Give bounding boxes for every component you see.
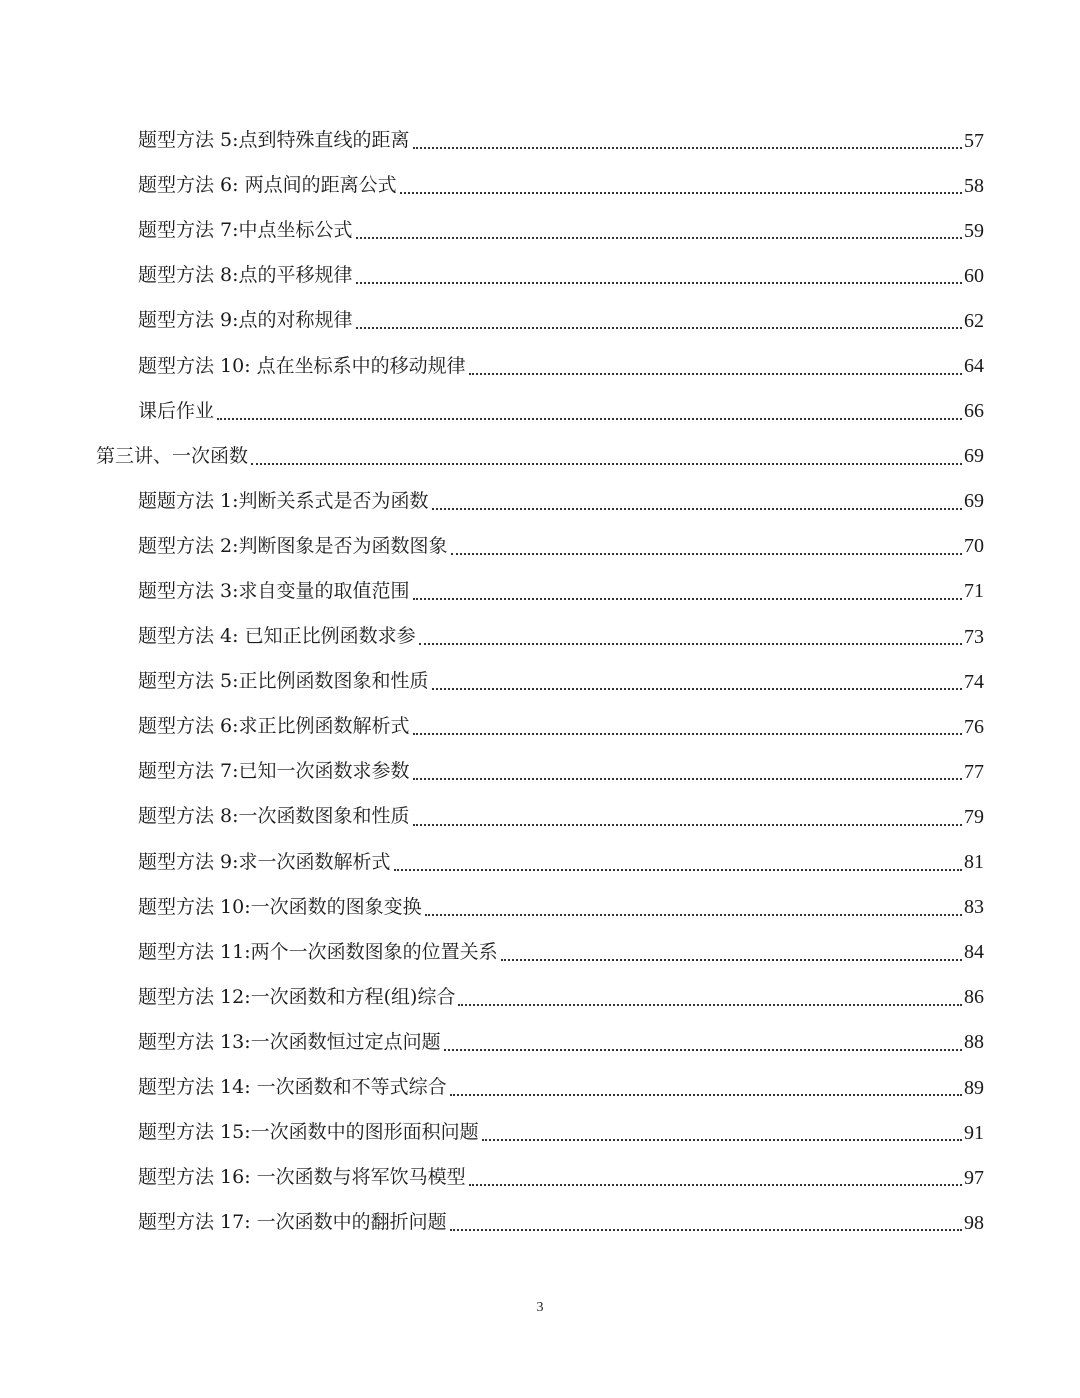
toc-entry-label: 题型方法 6: 两点间的距离公式 bbox=[138, 174, 397, 197]
toc-dot-leader bbox=[458, 1003, 962, 1006]
toc-chapter-entry[interactable] bbox=[0, 434, 1080, 479]
toc-dot-leader bbox=[425, 913, 962, 916]
toc-dot-leader bbox=[251, 462, 962, 465]
toc-entry-page: 76 bbox=[964, 715, 984, 738]
toc-entry-label: 题型方法 13:一次函数恒过定点问题 bbox=[138, 1030, 441, 1053]
toc-dot-leader bbox=[413, 823, 962, 826]
toc-entry-page: 98 bbox=[964, 1211, 984, 1234]
toc-dot-leader bbox=[356, 236, 962, 239]
toc-dot-leader bbox=[432, 507, 962, 510]
toc-dot-leader bbox=[400, 191, 962, 194]
toc-entry-label: 题型方法 9:求一次函数解析式 bbox=[138, 850, 391, 873]
toc-entry-label: 题型方法 14: 一次函数和不等式综合 bbox=[138, 1076, 447, 1099]
toc-entry-label: 题型方法 7:中点坐标公式 bbox=[138, 219, 353, 242]
toc-entry[interactable] bbox=[0, 569, 1080, 614]
toc-entry-page: 77 bbox=[964, 760, 984, 783]
toc-dot-leader bbox=[356, 281, 962, 284]
toc-entry-label: 题型方法 2:判断图象是否为函数图象 bbox=[138, 534, 448, 557]
toc-dot-leader bbox=[432, 687, 962, 690]
toc-entry[interactable] bbox=[0, 614, 1080, 659]
toc-entry[interactable] bbox=[0, 208, 1080, 253]
toc-entry-page: 66 bbox=[964, 400, 984, 423]
toc-dot-leader bbox=[450, 1228, 962, 1231]
toc-entry-label: 第三讲、一次函数 bbox=[96, 444, 249, 467]
toc-entry[interactable] bbox=[0, 749, 1080, 794]
toc-entry[interactable] bbox=[0, 389, 1080, 434]
toc-entry-page: 84 bbox=[964, 941, 984, 964]
toc-entry[interactable] bbox=[0, 1065, 1080, 1110]
toc-dot-leader bbox=[413, 597, 962, 600]
toc-entry[interactable] bbox=[0, 659, 1080, 704]
toc-entry-label: 题型方法 8:一次函数图象和性质 bbox=[138, 805, 410, 828]
toc-entry-label: 题型方法 17: 一次函数中的翻折问题 bbox=[138, 1211, 447, 1234]
toc-dot-leader bbox=[394, 868, 962, 871]
toc-entry[interactable] bbox=[0, 840, 1080, 885]
toc-entry[interactable] bbox=[0, 794, 1080, 839]
toc-entry-page: 62 bbox=[964, 309, 984, 332]
toc-dot-leader bbox=[469, 1183, 962, 1186]
toc-entry[interactable] bbox=[0, 1200, 1080, 1245]
toc-entry[interactable] bbox=[0, 343, 1080, 388]
toc-entry[interactable] bbox=[0, 975, 1080, 1020]
toc-entry-label: 题型方法 5:点到特殊直线的距离 bbox=[138, 129, 410, 152]
table-of-contents bbox=[0, 118, 1080, 1245]
toc-dot-leader bbox=[450, 1093, 962, 1096]
toc-entry-page: 88 bbox=[964, 1031, 984, 1054]
toc-entry-label: 题型方法 15:一次函数中的图形面积问题 bbox=[138, 1121, 479, 1144]
toc-entry-page: 97 bbox=[964, 1166, 984, 1189]
toc-entry-page: 58 bbox=[964, 174, 984, 197]
toc-dot-leader bbox=[413, 777, 962, 780]
toc-entry-label: 课后作业 bbox=[138, 399, 215, 422]
toc-entry-label: 题型方法 10: 点在坐标系中的移动规律 bbox=[138, 354, 466, 377]
toc-entry-page: 71 bbox=[964, 580, 984, 603]
toc-entry-label: 题型方法 5:正比例函数图象和性质 bbox=[138, 670, 429, 693]
toc-entry-page: 79 bbox=[964, 805, 984, 828]
toc-entry-page: 64 bbox=[964, 355, 984, 378]
toc-entry-label: 题型方法 8:点的平移规律 bbox=[138, 264, 353, 287]
toc-entry-page: 59 bbox=[964, 219, 984, 242]
toc-entry-page: 86 bbox=[964, 986, 984, 1009]
toc-entry-label: 题题方法 1:判断关系式是否为函数 bbox=[138, 489, 429, 512]
toc-dot-leader bbox=[413, 146, 962, 149]
toc-entry-page: 83 bbox=[964, 896, 984, 919]
toc-entry[interactable] bbox=[0, 118, 1080, 163]
toc-entry[interactable] bbox=[0, 885, 1080, 930]
toc-entry[interactable] bbox=[0, 704, 1080, 749]
toc-entry-page: 60 bbox=[964, 264, 984, 287]
toc-entry[interactable] bbox=[0, 479, 1080, 524]
toc-entry[interactable] bbox=[0, 298, 1080, 343]
toc-entry-label: 题型方法 9:点的对称规律 bbox=[138, 309, 353, 332]
toc-entry-label: 题型方法 16: 一次函数与将军饮马模型 bbox=[138, 1166, 466, 1189]
toc-dot-leader bbox=[356, 326, 962, 329]
toc-entry-label: 题型方法 3:求自变量的取值范围 bbox=[138, 579, 410, 602]
toc-entry-label: 题型方法 11:两个一次函数图象的位置关系 bbox=[138, 940, 498, 963]
toc-entry[interactable] bbox=[0, 1020, 1080, 1065]
page-number: 3 bbox=[536, 1300, 544, 1315]
toc-dot-leader bbox=[482, 1138, 962, 1141]
toc-entry-page: 89 bbox=[964, 1076, 984, 1099]
toc-dot-leader bbox=[451, 552, 962, 555]
toc-entry-label: 题型方法 12:一次函数和方程(组)综合 bbox=[138, 985, 456, 1008]
toc-dot-leader bbox=[217, 417, 962, 420]
toc-entry-label: 题型方法 7:已知一次函数求参数 bbox=[138, 760, 410, 783]
toc-entry-page: 69 bbox=[964, 445, 984, 468]
toc-entry[interactable] bbox=[0, 1110, 1080, 1155]
toc-entry-label: 题型方法 4: 已知正比例函数求参 bbox=[138, 625, 416, 648]
toc-dot-leader bbox=[419, 642, 962, 645]
toc-entry-page: 69 bbox=[964, 490, 984, 513]
toc-entry-page: 91 bbox=[964, 1121, 984, 1144]
toc-entry[interactable] bbox=[0, 524, 1080, 569]
toc-entry-page: 73 bbox=[964, 625, 984, 648]
toc-entry[interactable] bbox=[0, 1155, 1080, 1200]
toc-entry[interactable] bbox=[0, 253, 1080, 298]
toc-entry-label: 题型方法 10:一次函数的图象变换 bbox=[138, 895, 422, 918]
toc-entry-page: 70 bbox=[964, 535, 984, 558]
toc-dot-leader bbox=[501, 958, 962, 961]
toc-entry-page: 81 bbox=[964, 851, 984, 874]
toc-entry[interactable] bbox=[0, 163, 1080, 208]
toc-entry-label: 题型方法 6:求正比例函数解析式 bbox=[138, 715, 410, 738]
toc-dot-leader bbox=[469, 372, 962, 375]
toc-dot-leader bbox=[444, 1048, 962, 1051]
toc-entry-page: 57 bbox=[964, 129, 984, 152]
toc-dot-leader bbox=[413, 732, 962, 735]
toc-entry[interactable] bbox=[0, 930, 1080, 975]
toc-entry-page: 74 bbox=[964, 670, 984, 693]
